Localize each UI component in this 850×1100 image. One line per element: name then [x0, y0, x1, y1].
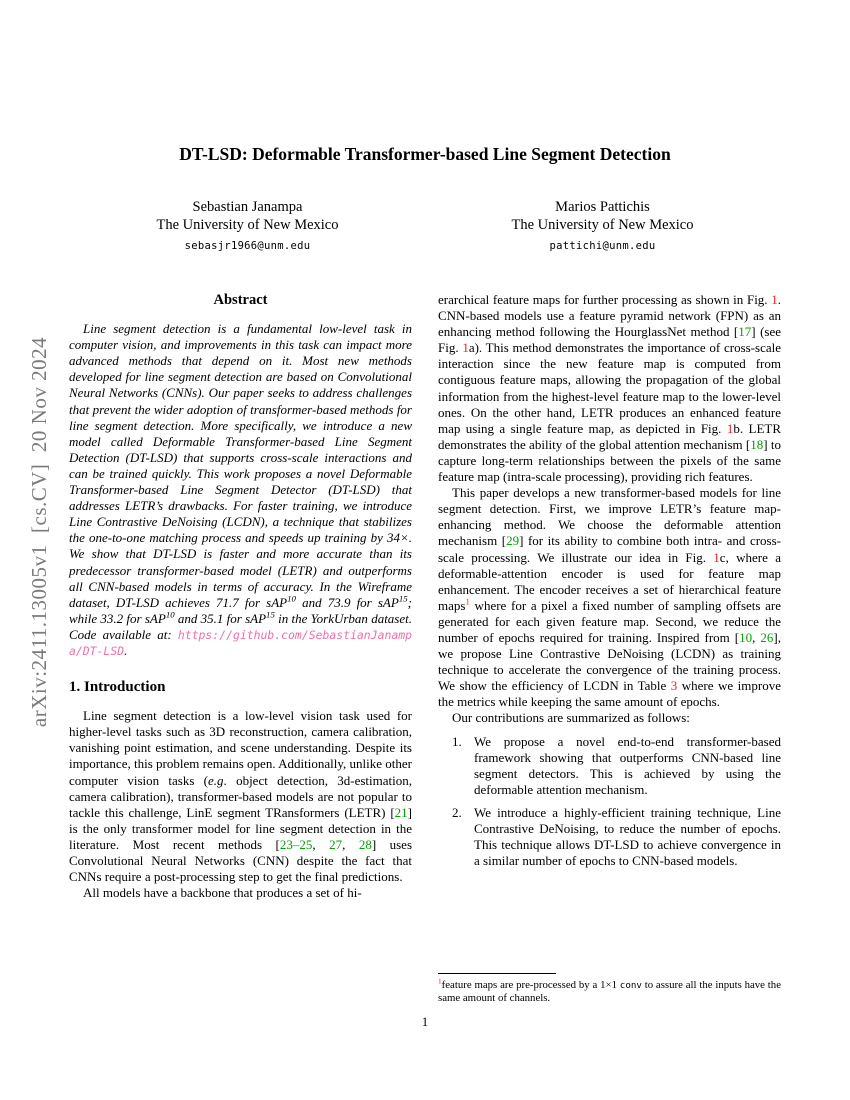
- author-block-1: [70, 198, 425, 252]
- citation-link[interactable]: 17: [738, 324, 752, 340]
- citation-link[interactable]: 29: [506, 533, 520, 549]
- right-paragraph-1: erarchical feature maps for further processing as shown in Fig. 1. CNN-based models use a feature pyramid network (FPN) as an enhancing method following the HourglassNet method [17] (see Fig. 1a). This method demonstrates the importance of cross-scale interaction since the new feature map is computed from contiguous feature maps, allowing the propagation of the global information from the highest-level feature map to the lower-level ones. On the other hand, LETR produces an enhanced feature map using a single feature map, as depicted in Fig. 1b. LETR demonstrates the ability of the global attention mechanism [18] to capture long-term relationships between the pixels of the same feature map (intra-scale processing), providing rich features.: [438, 292, 782, 485]
- author-affiliation: The University of New Mexico: [156, 217, 339, 233]
- italic-text: e.g: [208, 772, 224, 788]
- contribution-number: 1.: [452, 733, 462, 749]
- author-name: Sebastian Janampa: [192, 199, 303, 215]
- contribution-text: We introduce a highly-efficient training technique, Line Contrastive DeNoising, to reduce the number of epochs. This technique allows DT-LSD to achieve convergence in a similar number of epochs to CNN-based models.: [474, 804, 781, 869]
- superscript: 10: [287, 593, 296, 604]
- internal-ref-link[interactable]: 1: [462, 340, 469, 356]
- author-affiliation: The University of New Mexico: [511, 217, 694, 233]
- left-column: [69, 292, 412, 901]
- contribution-item-2: [452, 805, 781, 869]
- superscript: 10: [165, 609, 175, 620]
- citation-link[interactable]: 28: [358, 836, 372, 852]
- footnote-marker[interactable]: 1: [465, 596, 470, 607]
- contributions-list: [438, 734, 781, 870]
- right-paragraph-2: This paper develops a new transformer-based models for line segment detection. First, we improve LETR’s feature map-enhancing method. We choose the deformable attention mechanism [29] for its ability to combine both intra- and cross-scale processing. We illustrate our idea in Fig. 1c, where a deformable-attention encoder is used for feature map enhancement. The encoder receives a set of hierarchical feature maps$^1$ where for a pixel a fixed number of sampling offsets are generated for each given feature map. Second, we reduce the number of epochs required for training. Inspired from [10, 26], we propose Line Contrastive DeNoising (LCDN) as training technique to accelerate the convergence of the training process. We show the efficiency of LCDN in Table 3 where we improve the metrics while keeping the same amount of epochs.: [438, 485, 782, 710]
- footnote-text: $^1$feature maps are pre-processed by a 1×1 conv to assure all the inputs have the same amount of channels.: [438, 976, 781, 1005]
- author-email: pattichi@unm.edu: [549, 240, 656, 252]
- citation-link[interactable]: 26: [760, 629, 774, 645]
- citation-link[interactable]: 10: [739, 629, 753, 645]
- paper-title: DT-LSD: Deformable Transformer-based Line Segment Detection: [179, 144, 671, 164]
- contribution-text: We propose a novel end-to-end transformer-based framework showing that outperforms CNN-based line segment detectors. This is achieved by using the deformable attention mechanism.: [474, 733, 781, 797]
- citation-link[interactable]: 21: [394, 804, 408, 820]
- superscript: 15: [398, 593, 408, 604]
- citation-link[interactable]: 18: [750, 436, 764, 452]
- superscript: 15: [266, 609, 275, 620]
- citation-link[interactable]: 23–25: [279, 836, 313, 852]
- monospace-text: conv: [619, 980, 642, 991]
- contribution-number: 2.: [452, 804, 462, 820]
- contribution-item-1: [452, 734, 781, 798]
- url-link[interactable]: https://github.com/SebastianJanampa/DT-LSD: [69, 627, 412, 658]
- author-name: Marios Pattichis: [555, 199, 650, 215]
- section-heading-introduction: 1. Introduction: [69, 679, 166, 696]
- right-column: [438, 292, 781, 876]
- internal-ref-link[interactable]: 1: [771, 292, 778, 307]
- footnote-marker[interactable]: 1: [438, 976, 442, 986]
- footnote-area: [438, 973, 781, 1005]
- author-email: sebasjr1966@unm.edu: [184, 240, 311, 252]
- citation-link[interactable]: 27: [329, 836, 343, 852]
- footnote-rule: [438, 973, 556, 974]
- authors-row: [70, 198, 780, 252]
- page-number: 1: [421, 1015, 429, 1029]
- arxiv-watermark: arXiv:2411.13005v1 [cs.CV] 20 Nov 2024: [27, 336, 51, 728]
- internal-ref-link[interactable]: 3: [670, 678, 678, 694]
- intro-paragraph-1: Line segment detection is a low-level vision task used for higher-level tasks such as 3D reconstruction, camera calibration, vanishing point estimation, and scene understanding. Despite its importance, this problem remains open. Additionally, unlike other computer vision tasks (e.g. object detection, 3d-estimation, camera calibration), transformer-based models are not popular to tackle this challenge, LinE segment TRansformers (LETR) [21] is the only transformer model for line segment detection in the literature. Most recent methods [23–25, 27, 28] uses Convolutional Neural Networks (CNN) despite the fact that CNNs require a post-processing step to get the final predictions.: [69, 708, 413, 885]
- abstract-heading: Abstract: [213, 292, 268, 308]
- intro-paragraph-2: All models have a backbone that produces a set of hi-: [83, 885, 362, 901]
- contributions-intro: Our contributions are summarized as follows:: [452, 710, 690, 726]
- abstract-text: Line segment detection is a fundamental low-level task in computer vision, and improvements in this task can impact more advanced methods that depend on it. Most new methods developed for line segment detection are based on Convolutional Neural Networks (CNNs). Our paper seeks to address challenges that prevent the wider adoption of transformer-based methods for line segment detection. More specifically, we introduce a new model called Deformable Transformer-based Line Segment Detection (DT-LSD) that supports cross-scale interactions and can be trained quickly. This work proposes a novel Deformable Transformer-based Line Segment Detector (DT-LSD) that addresses LETR’s drawbacks. For faster training, we introduce Line Contrastive DeNoising (LCDN), a technique that stabilizes the one-to-one matching process and speeds up training by 34×. We show that DT-LSD is faster and more accurate than its predecessor transformer-based model (LETR) and outperforms all CNN-based models in terms of accuracy. In the Wireframe dataset, DT-LSD achieves 71.7 for sAP$^{10}$ and 73.9 for sAP$^{15}$; while 33.2 for sAP$^{10}$ and 35.1 for sAP$^{15}$ in the YorkUrban dataset. Code available at: https://github.com/SebastianJanampa/DT-LSD.: [69, 321, 412, 658]
- internal-ref-link[interactable]: 1: [713, 549, 720, 565]
- internal-ref-link[interactable]: 1: [726, 420, 734, 436]
- author-block-2: [425, 198, 780, 252]
